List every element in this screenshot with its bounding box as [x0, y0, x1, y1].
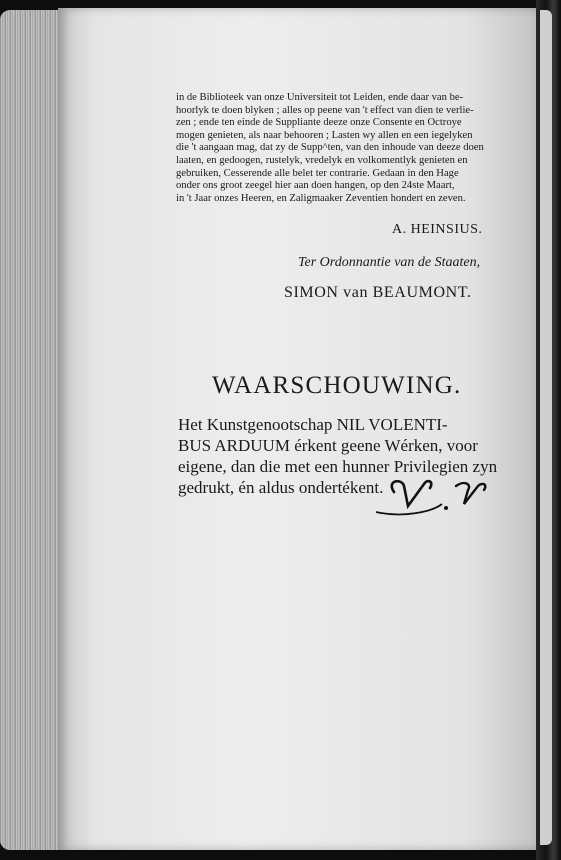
privilege-paragraph — [176, 92, 514, 205]
warning-line: gedrukt, én aldus ondertékent. — [178, 478, 384, 497]
text-line: laaten, en gedoogen, rustelyk, vredelyk en volkomentlyk genieten en — [176, 154, 468, 166]
text-line: onder ons groot zeegel hier aan doen hangen, op den 24ste Maart, — [176, 180, 455, 192]
text-line: mogen genieten, als naar behooren ; Lasten wy allen en een iegelyken — [176, 129, 473, 141]
warning-line: BUS ARDUUM érkent geene Wérken, voor — [178, 436, 478, 455]
text-line: hoorlyk te doen blyken ; alles op peene van 't effect van dien te verlie- — [176, 104, 474, 116]
text-line: die 't aangaan mag, dat zy de Supp^ten, van den inhoude van deeze doen — [176, 142, 484, 154]
warning-line: eigene, dan die met een hunner Privilegien zyn — [178, 457, 498, 476]
society-mark — [372, 476, 492, 518]
text-line: in de Biblioteek van onze Universiteit tot Leiden, ende daar van be- — [176, 92, 464, 103]
warning-line: Het Kunstgenootschap NIL VOLENTI- — [178, 415, 448, 434]
signer-name: A. HEINSIUS. — [392, 222, 483, 237]
binding-edge — [536, 0, 561, 860]
text-line: in 't Jaar onzes Heeren, en Zaligmaaker Zeventien hondert en zeven. — [176, 192, 466, 204]
text-line: zen ; ende ten einde de Suppliante deeze onze Consente en Octroye — [176, 117, 462, 129]
secretary-name: SIMON van BEAUMONT. — [284, 284, 472, 301]
order-line: Ter Ordonnantie van de Staaten, — [298, 255, 481, 270]
page-edges — [0, 10, 62, 850]
text-line: gebruiken, Cesserende alle belet ter contrarie. Gedaan in den Hage — [176, 167, 459, 179]
warning-heading: WAARSCHOUWING. — [212, 372, 462, 399]
